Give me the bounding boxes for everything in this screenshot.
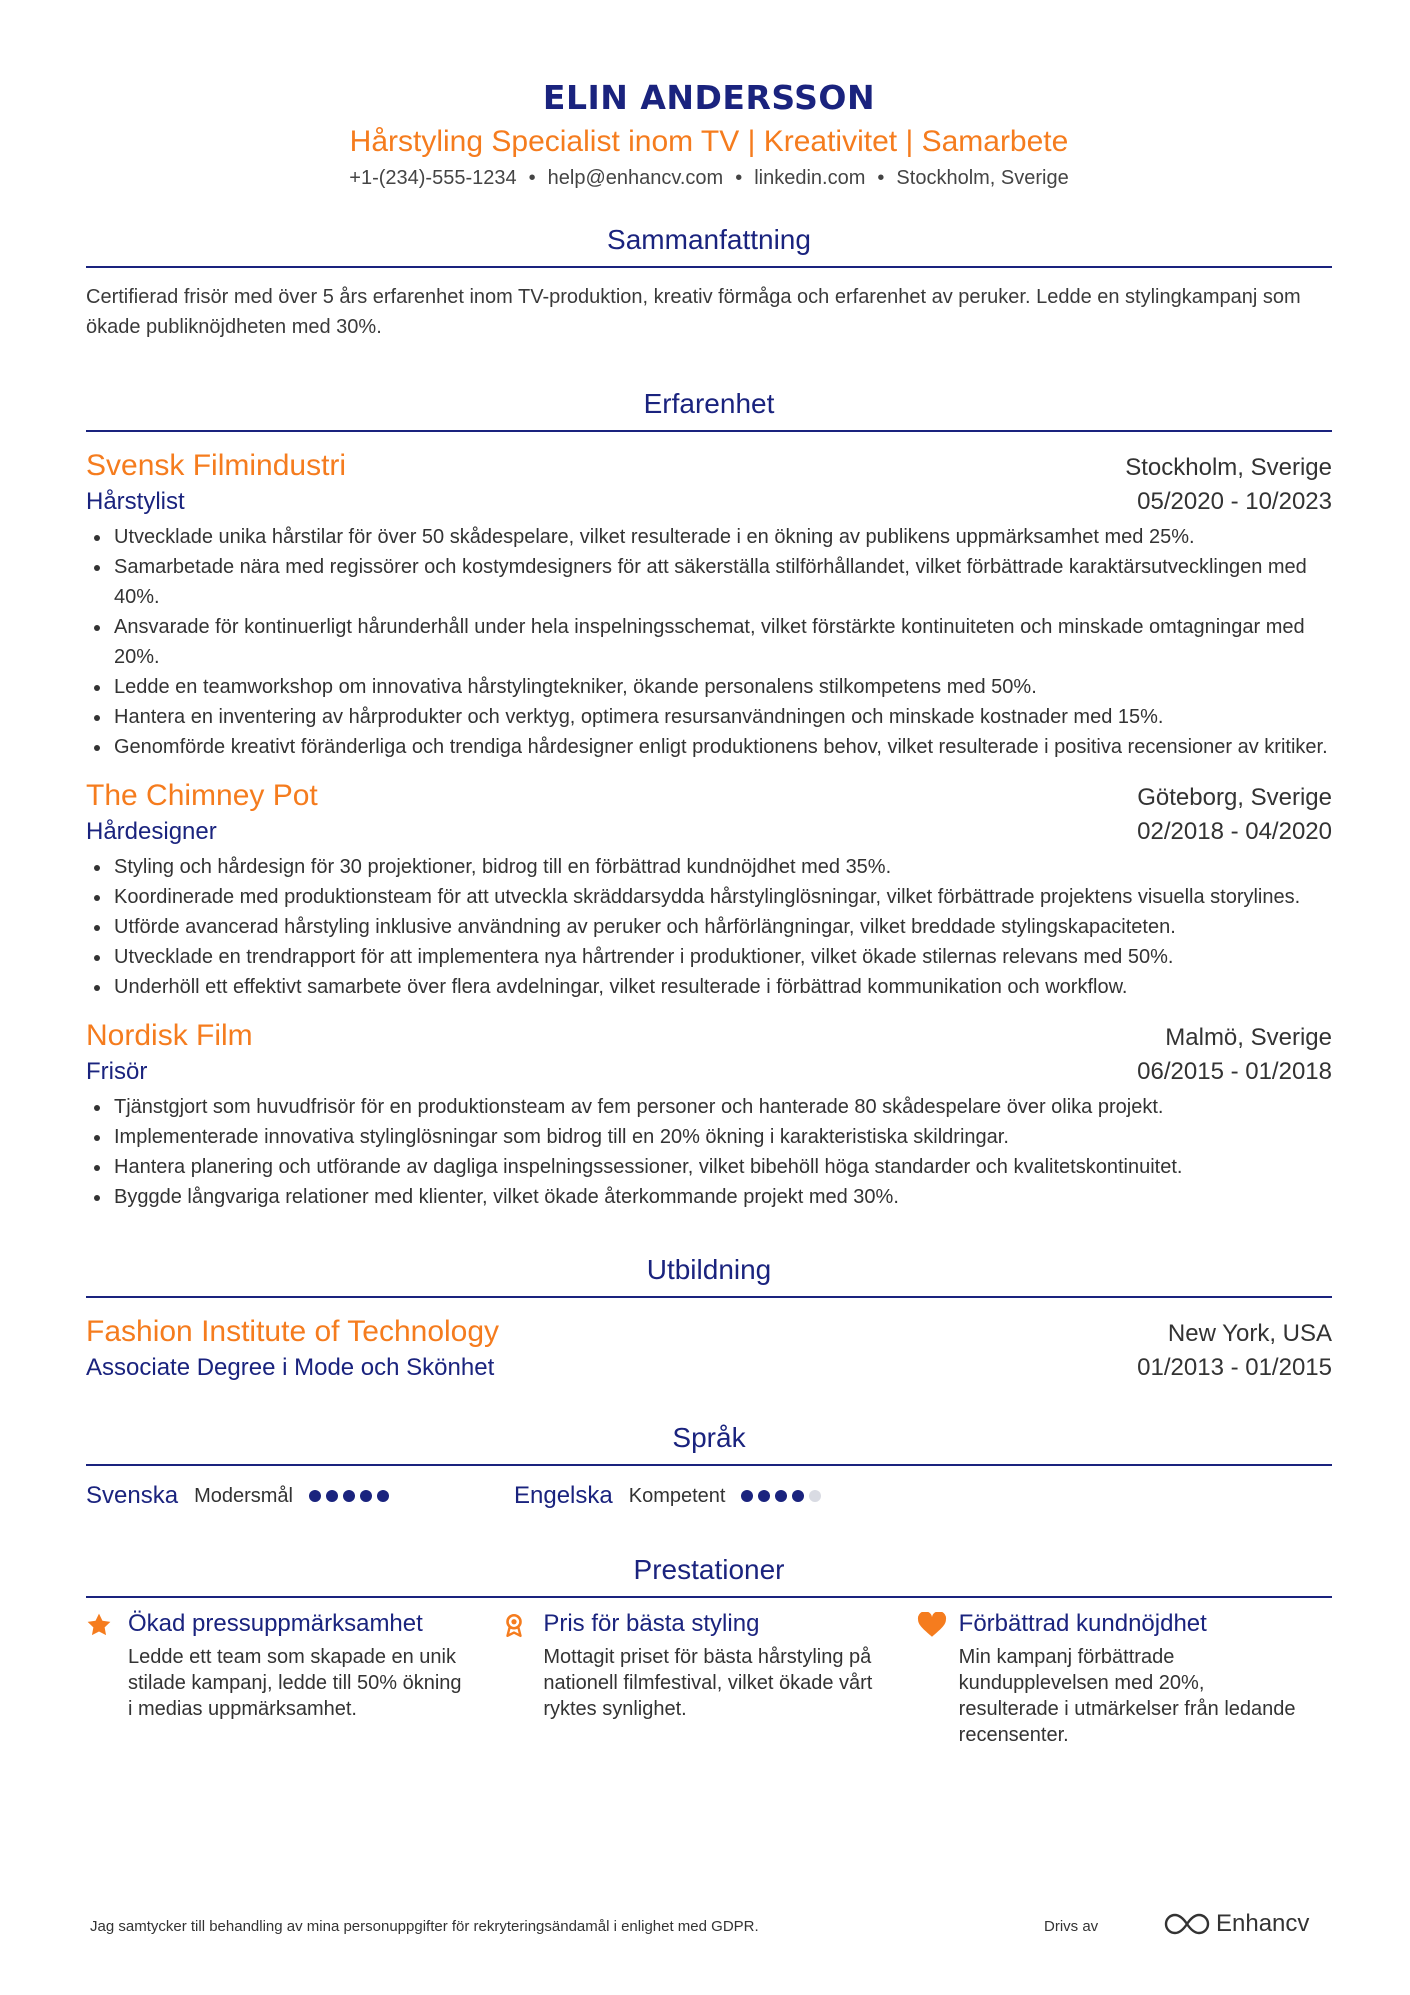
bullet-item: Ansvarade för kontinuerligt hårunderhåll under hela inspelningsschemat, vilket förstärkte kontinuiteten och minskade omtagningar med 20%. [86, 612, 1332, 672]
job-location: Malmö, Sverige [1165, 1024, 1332, 1051]
enhancv-logo[interactable] [1164, 1910, 1309, 1938]
bullet-item: Styling och hårdesign för 30 projektioner, bidrog till en förbättrad kundnöjdhet med 35%. [86, 852, 1332, 882]
job-bullets [86, 852, 1332, 1002]
footer [90, 1908, 1330, 1948]
job-bullets [86, 1092, 1332, 1212]
achievement-description: Ledde ett team som skapade en unik stilade kampanj, ledde till 50% ökning i medias uppmärksamhet. [128, 1646, 462, 1720]
rating-dot-filled [775, 1490, 787, 1502]
education-entry [86, 1312, 1332, 1384]
bullet-item: Byggde långvariga relationer med klienter, vilket ökade återkommande projekt med 30%. [86, 1182, 1332, 1212]
contact-linkedin[interactable]: linkedin.com [754, 167, 866, 189]
rating-dot-filled [792, 1490, 804, 1502]
language-name: Svenska [86, 1482, 179, 1509]
achievement-description: Mottagit priset för bästa hårstyling på nationell filmfestival, vilket ökade vårt ryktes synlighet. [543, 1646, 873, 1720]
rating-dot-filled [377, 1490, 389, 1502]
job-location: Göteborg, Sverige [1137, 784, 1332, 811]
achievement-item [917, 1608, 1332, 1748]
bullet-item: Ledde en teamworkshop om innovativa hårstylingtekniker, ökande personalens stilkompetens med 50%. [86, 672, 1332, 702]
bullet-item: Underhöll ett effektivt samarbete över flera avdelningar, vilket resulterade i förbättrad kommunikation och workflow. [86, 972, 1332, 1002]
candidate-name: ELIN ANDERSSON [542, 78, 876, 117]
rating-dot-filled [360, 1490, 372, 1502]
languages-list [86, 1476, 1332, 1516]
degree: Associate Degree i Mode och Skönhet [86, 1354, 495, 1381]
powered-by-label: Drivs av [1044, 1918, 1099, 1935]
job-role: Hårdesigner [86, 818, 217, 845]
heart-icon [917, 1608, 959, 1748]
section-title: Prestationer [86, 1552, 1332, 1598]
contact-location: Stockholm, Sverige [896, 167, 1069, 189]
bullet-item: Genomförde kreativt föränderliga och trendiga hårdesigner enligt produktionens behov, vilket resulterade i positiva recensioner av kritiker. [86, 732, 1332, 762]
headline: Hårstyling Specialist inom TV | Kreativitet | Samarbete [349, 125, 1069, 158]
summary-text: Certifierad frisör med över 5 års erfarenhet inom TV-produktion, kreativ förmåga och erfarenhet av peruker. Ledde en stylingkampanj som ökade publiknöjdheten med 30%. [86, 286, 1301, 338]
job-role: Frisör [86, 1058, 148, 1085]
bullet-item: Hantera en inventering av hårprodukter och verktyg, optimera resursanvändningen och minskade kostnader med 15%. [86, 702, 1332, 732]
language-rating [741, 1490, 821, 1502]
achievement-title: Förbättrad kundnöjdhet [958, 1610, 1207, 1637]
languages-section [86, 1420, 1332, 1516]
separator-dot: • [877, 167, 885, 189]
bullet-item: Tjänstgjort som huvudfrisör för en produktionsteam av fem personer och hanterade 80 skådespelare över olika projekt. [86, 1092, 1332, 1122]
rating-dot-filled [343, 1490, 355, 1502]
experience-section [86, 386, 1332, 1212]
job-dates: 02/2018 - 04/2020 [1137, 818, 1332, 845]
infinity-icon [1164, 1911, 1210, 1937]
bullet-item: Utvecklade en trendrapport för att implementera nya hårtrender i produktioner, vilket ökade stilernas relevans med 50%. [86, 942, 1332, 972]
contact-email[interactable]: help@enhancv.com [547, 167, 724, 189]
job-entry [86, 1016, 1332, 1212]
rating-dot-empty [809, 1490, 821, 1502]
section-title: Erfarenhet [86, 386, 1332, 432]
language-name: Engelska [514, 1482, 613, 1509]
rating-dot-filled [741, 1490, 753, 1502]
separator-dot: • [528, 167, 536, 189]
job-dates: 06/2015 - 01/2018 [1137, 1058, 1332, 1085]
job-entry [86, 776, 1332, 1002]
achievement-item [86, 1608, 501, 1748]
job-bullets [86, 522, 1332, 762]
rating-dot-filled [309, 1490, 321, 1502]
rating-dot-filled [326, 1490, 338, 1502]
language-item [514, 1482, 942, 1510]
achievement-title: Ökad pressuppmärksamhet [128, 1610, 423, 1637]
language-rating [309, 1490, 389, 1502]
language-level: Modersmål [194, 1484, 293, 1507]
section-title: Språk [86, 1420, 1332, 1466]
bullet-item: Implementerade innovativa stylinglösningar som bidrog till en 20% ökning i karakteristiska skildringar. [86, 1122, 1332, 1152]
job-role: Hårstylist [86, 488, 185, 515]
school-location: New York, USA [1167, 1320, 1332, 1347]
job-location: Stockholm, Sverige [1125, 454, 1332, 481]
rating-dot-filled [758, 1490, 770, 1502]
resume-content [86, 76, 1332, 1748]
bullet-item: Koordinerade med produktionsteam för att utveckla skräddarsydda hårstylinglösningar, vilket förbättrade projektens visuella storylines. [86, 882, 1332, 912]
summary-section [86, 222, 1332, 342]
bullet-item: Hantera planering och utförande av dagliga inspelningssessioner, vilket bibehöll höga standarder och kvalitetskontinuitet. [86, 1152, 1332, 1182]
education-section [86, 1252, 1332, 1384]
achievement-description: Min kampanj förbättrade kundupplevelsen med 20%, resulterade i utmärkelser från ledande recensenter. [958, 1646, 1296, 1746]
contact-line [86, 164, 1332, 192]
contact-phone: +1-(234)-555-1234 [349, 167, 517, 189]
section-title: Utbildning [86, 1252, 1332, 1298]
education-dates: 01/2013 - 01/2015 [1137, 1354, 1332, 1381]
gdpr-consent: Jag samtycker till behandling av mina personuppgifter för rekryteringsändamål i enlighet med GDPR. [90, 1918, 759, 1935]
bullet-item: Samarbetade nära med regissörer och kostymdesigners för att säkerställa stilförhållandet, vilket förbättrade karaktärsutvecklingen med 40%. [86, 552, 1332, 612]
award-icon [501, 1608, 543, 1748]
achievement-item [501, 1608, 916, 1748]
brand-name: Enhancv [1216, 1910, 1310, 1937]
company-name: Nordisk Film [86, 1019, 253, 1052]
company-name: The Chimney Pot [86, 779, 318, 812]
star-icon [86, 1608, 128, 1748]
job-dates: 05/2020 - 10/2023 [1137, 488, 1332, 515]
section-title: Sammanfattning [86, 222, 1332, 268]
job-entry [86, 446, 1332, 762]
achievements-section [86, 1552, 1332, 1748]
language-level: Kompetent [628, 1484, 726, 1507]
bullet-item: Utvecklade unika hårstilar för över 50 skådespelare, vilket resulterade i en ökning av publikens uppmärksamhet med 25%. [86, 522, 1332, 552]
separator-dot: • [735, 167, 743, 189]
company-name: Svensk Filmindustri [86, 449, 347, 482]
achievement-title: Pris för bästa styling [543, 1610, 760, 1637]
language-item [86, 1482, 514, 1510]
bullet-item: Utförde avancerad hårstyling inklusive användning av peruker och hårförlängningar, vilket breddade stylingskapaciteten. [86, 912, 1332, 942]
school-name: Fashion Institute of Technology [86, 1315, 500, 1348]
achievements-list [86, 1608, 1332, 1748]
